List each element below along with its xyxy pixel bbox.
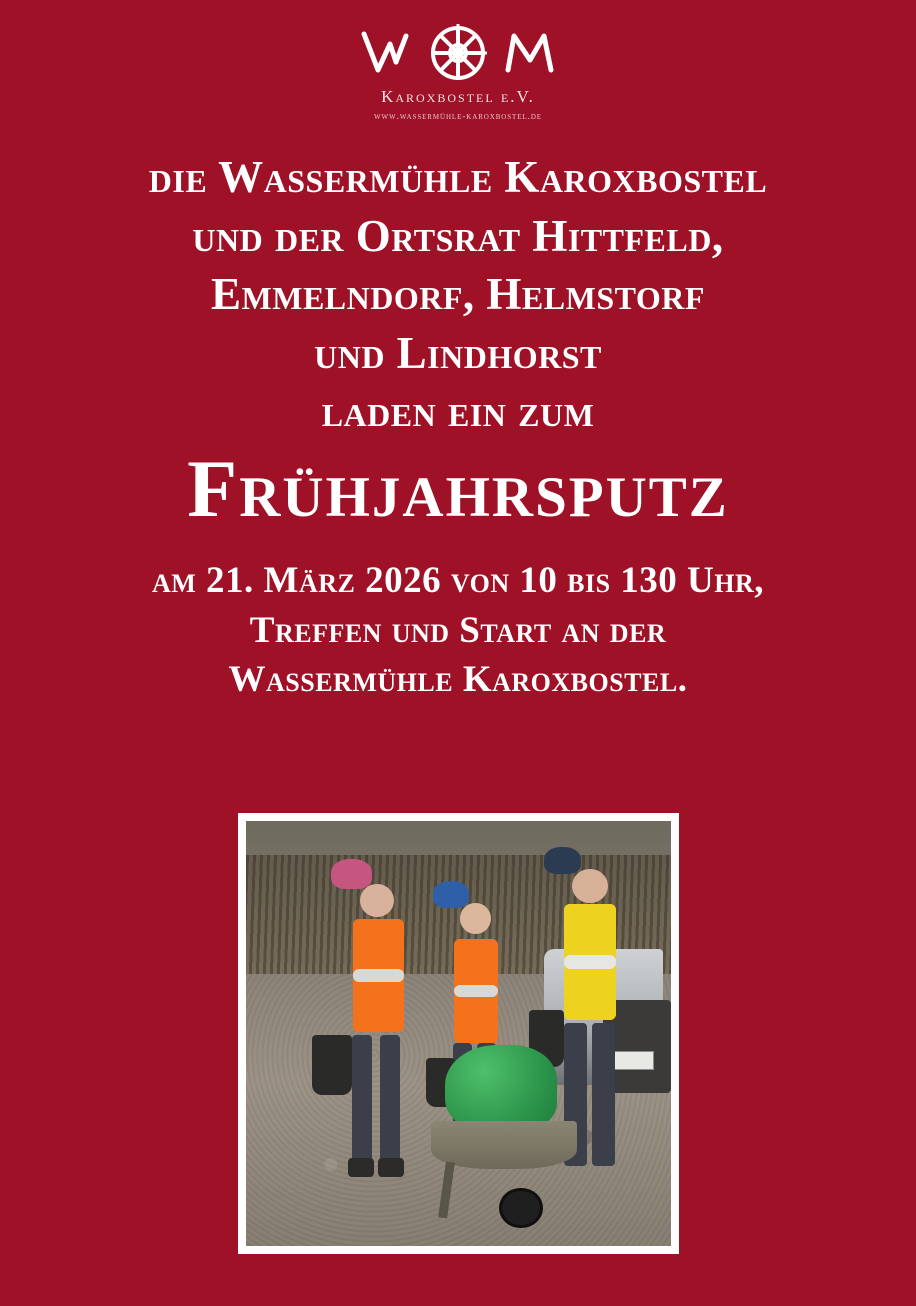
details-line-2: Treffen und Start an der — [249, 609, 667, 651]
photo-wheelbarrow — [425, 1085, 595, 1225]
mill-wheel-icon — [358, 22, 558, 84]
photo-person-left-leg-2 — [380, 1035, 401, 1168]
logo-block — [328, 22, 588, 122]
headline — [28, 148, 888, 441]
photo-person-middle-reflector — [454, 985, 498, 997]
photo-wheelbarrow-wheel — [499, 1188, 542, 1228]
photo-frame — [238, 813, 679, 1254]
photo-green-rubbish-bag — [445, 1045, 557, 1132]
photo-person-left-shoe-1 — [348, 1158, 374, 1178]
event-details — [18, 556, 898, 705]
photo-person-left-shoe-2 — [378, 1158, 404, 1178]
logo-website: www.wassermühle-karoxbostel.de — [374, 112, 542, 122]
photo-person-left — [331, 859, 425, 1191]
headline-line-3: Emmelndorf, Helmstorf — [211, 269, 705, 319]
logo-org-name: Karoxbostel e.V. — [381, 87, 535, 106]
headline-line-5: laden ein zum — [321, 386, 595, 436]
photo-person-left-leg-1 — [352, 1035, 373, 1168]
photo-person-middle-face — [460, 903, 491, 934]
photo-wheelbarrow-leg — [438, 1161, 454, 1218]
headline-line-2: und der Ortsrat Hittfeld, — [192, 210, 724, 261]
cleanup-photo — [246, 821, 671, 1246]
photo-person-middle-hat — [433, 881, 469, 909]
photo-person-left-hat — [331, 859, 372, 889]
headline-line-4: und Lindhorst — [314, 327, 602, 378]
details-line-1: am 21. März 2026 von 10 bis 130 Uhr, — [151, 560, 765, 602]
page-title: Frühjahrsputz — [187, 442, 729, 534]
photo-person-right-face — [572, 869, 608, 903]
details-line-3: Wassermühle Karoxbostel. — [228, 659, 688, 701]
headline-line-1: die Wassermühle Karoxbostel — [148, 152, 768, 202]
photo-person-right-hat — [544, 847, 581, 874]
photo-bucket-left — [312, 1035, 351, 1095]
photo-person-left-face — [360, 884, 394, 917]
photo-person-right-reflector — [564, 955, 616, 969]
photo-person-left-reflector — [353, 969, 403, 982]
photo-wheelbarrow-tray — [431, 1121, 577, 1169]
photo-person-right-leg-2 — [592, 1023, 614, 1166]
